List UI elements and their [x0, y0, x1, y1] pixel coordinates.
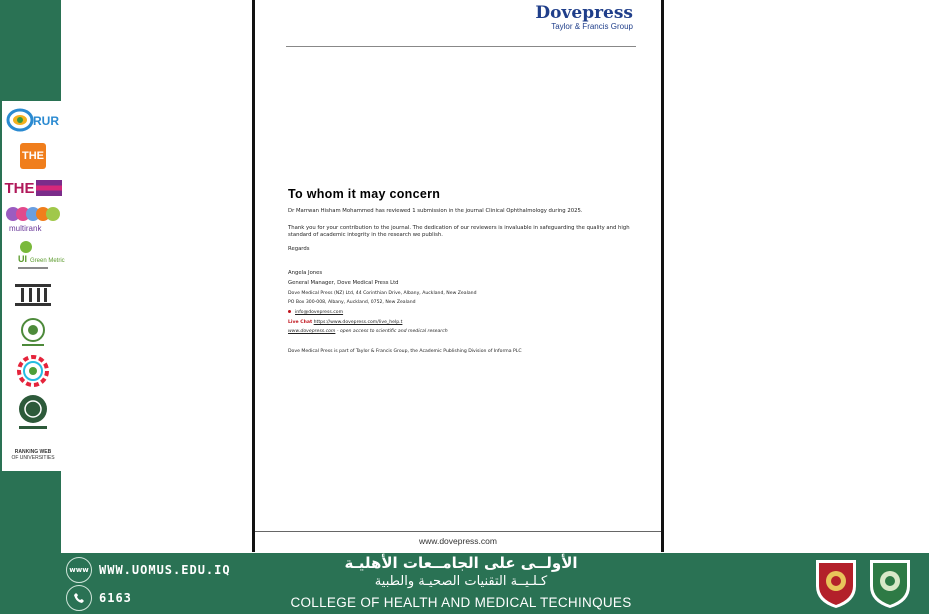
livechat-label: Live Chat: [288, 320, 313, 325]
site-row: [288, 328, 638, 335]
site-tagline: - open access to scientific and medical research: [335, 329, 448, 334]
document-page: [252, 0, 664, 552]
livechat-row: [288, 319, 638, 326]
footer-url[interactable]: www.dovepress.com: [419, 536, 497, 546]
svg-text:Green Metric: Green Metric: [30, 258, 65, 264]
brand-name: Dovepress: [535, 3, 633, 23]
svg-text:multirank: multirank: [9, 224, 42, 233]
arabic-slogan: الأولــى على الجامــعات الأهليـة: [344, 554, 578, 572]
greenmetric-logo: [6, 238, 65, 274]
site-link[interactable]: www.dovepress.com: [288, 329, 336, 334]
footer-divider: [255, 531, 661, 532]
ruralearth-logo: [6, 105, 60, 135]
letter-line-2: Thank you for your contribution to the journal. The dedication of our reviewers is invaluable in safeguarding the quality and high standard of academic integrity in the research we publish.: [288, 225, 630, 238]
email-icon: [288, 310, 291, 313]
www-icon: www: [66, 557, 92, 583]
arabic-college-name: كـلـيــة التقنيات الصحيـة والطبية: [374, 574, 548, 589]
the-logo: THE: [6, 141, 60, 171]
email-row: [288, 309, 638, 316]
institution-logo: [6, 281, 60, 309]
dovepress-brand: [535, 4, 633, 32]
arab-engineers-logo: [6, 393, 60, 433]
phone-text: 6163: [99, 591, 132, 605]
regards: Regards: [288, 246, 310, 252]
webometrics-logo: RANKING WEB OF UNIVERSITIES: [11, 449, 55, 461]
email-link[interactable]: info@dovepress.com: [295, 310, 344, 315]
phone-icon: [66, 585, 92, 611]
the-impact-logo: THE: [6, 177, 60, 199]
university-seal-green: [867, 556, 913, 610]
university-seal-red: [813, 556, 859, 610]
footer-note: Dove Medical Press is part of Taylor & Francis Group, the Academic Publishing Division of Informa PLC: [288, 349, 522, 354]
svg-text:RUR: RUR: [33, 114, 59, 128]
brand-sub: Taylor & Francis Group: [551, 22, 633, 31]
website-row: [66, 557, 231, 583]
college-banner: [61, 553, 929, 614]
phone-row: [66, 585, 132, 611]
arab-universities-logo: [6, 317, 60, 349]
address-line-2: PO Box 300-008, Albany, Auckland, 0752, New Zealand: [288, 300, 416, 305]
header-divider: [286, 46, 636, 47]
sdg-logo: [6, 355, 60, 387]
letter-line-1: Dr Marrwan Hisham Mohammed has reviewed 1 submission in the journal Clinical Ophthalmology during 2025.: [288, 208, 583, 214]
address-line-1: Dove Medical Press (NZ) Ltd, 44 Corinthian Drive, Albany, Auckland, New Zealand: [288, 291, 477, 296]
college-name: COLLEGE OF HEALTH AND MEDICAL TECHINQUES: [290, 595, 632, 610]
multirank-logo: [6, 203, 60, 233]
letter-title: To whom it may concern: [288, 187, 441, 201]
website-text[interactable]: WWW.UOMUS.EDU.IQ: [99, 563, 231, 577]
signer-title: General Manager, Dove Medical Press Ltd: [288, 280, 399, 286]
livechat-link[interactable]: https://www.dovepress.com/live_help.t: [313, 320, 403, 325]
signer-name: Angela Jones: [288, 270, 323, 276]
svg-text:UI: UI: [18, 254, 27, 264]
ranking-logos-strip: [2, 101, 65, 471]
